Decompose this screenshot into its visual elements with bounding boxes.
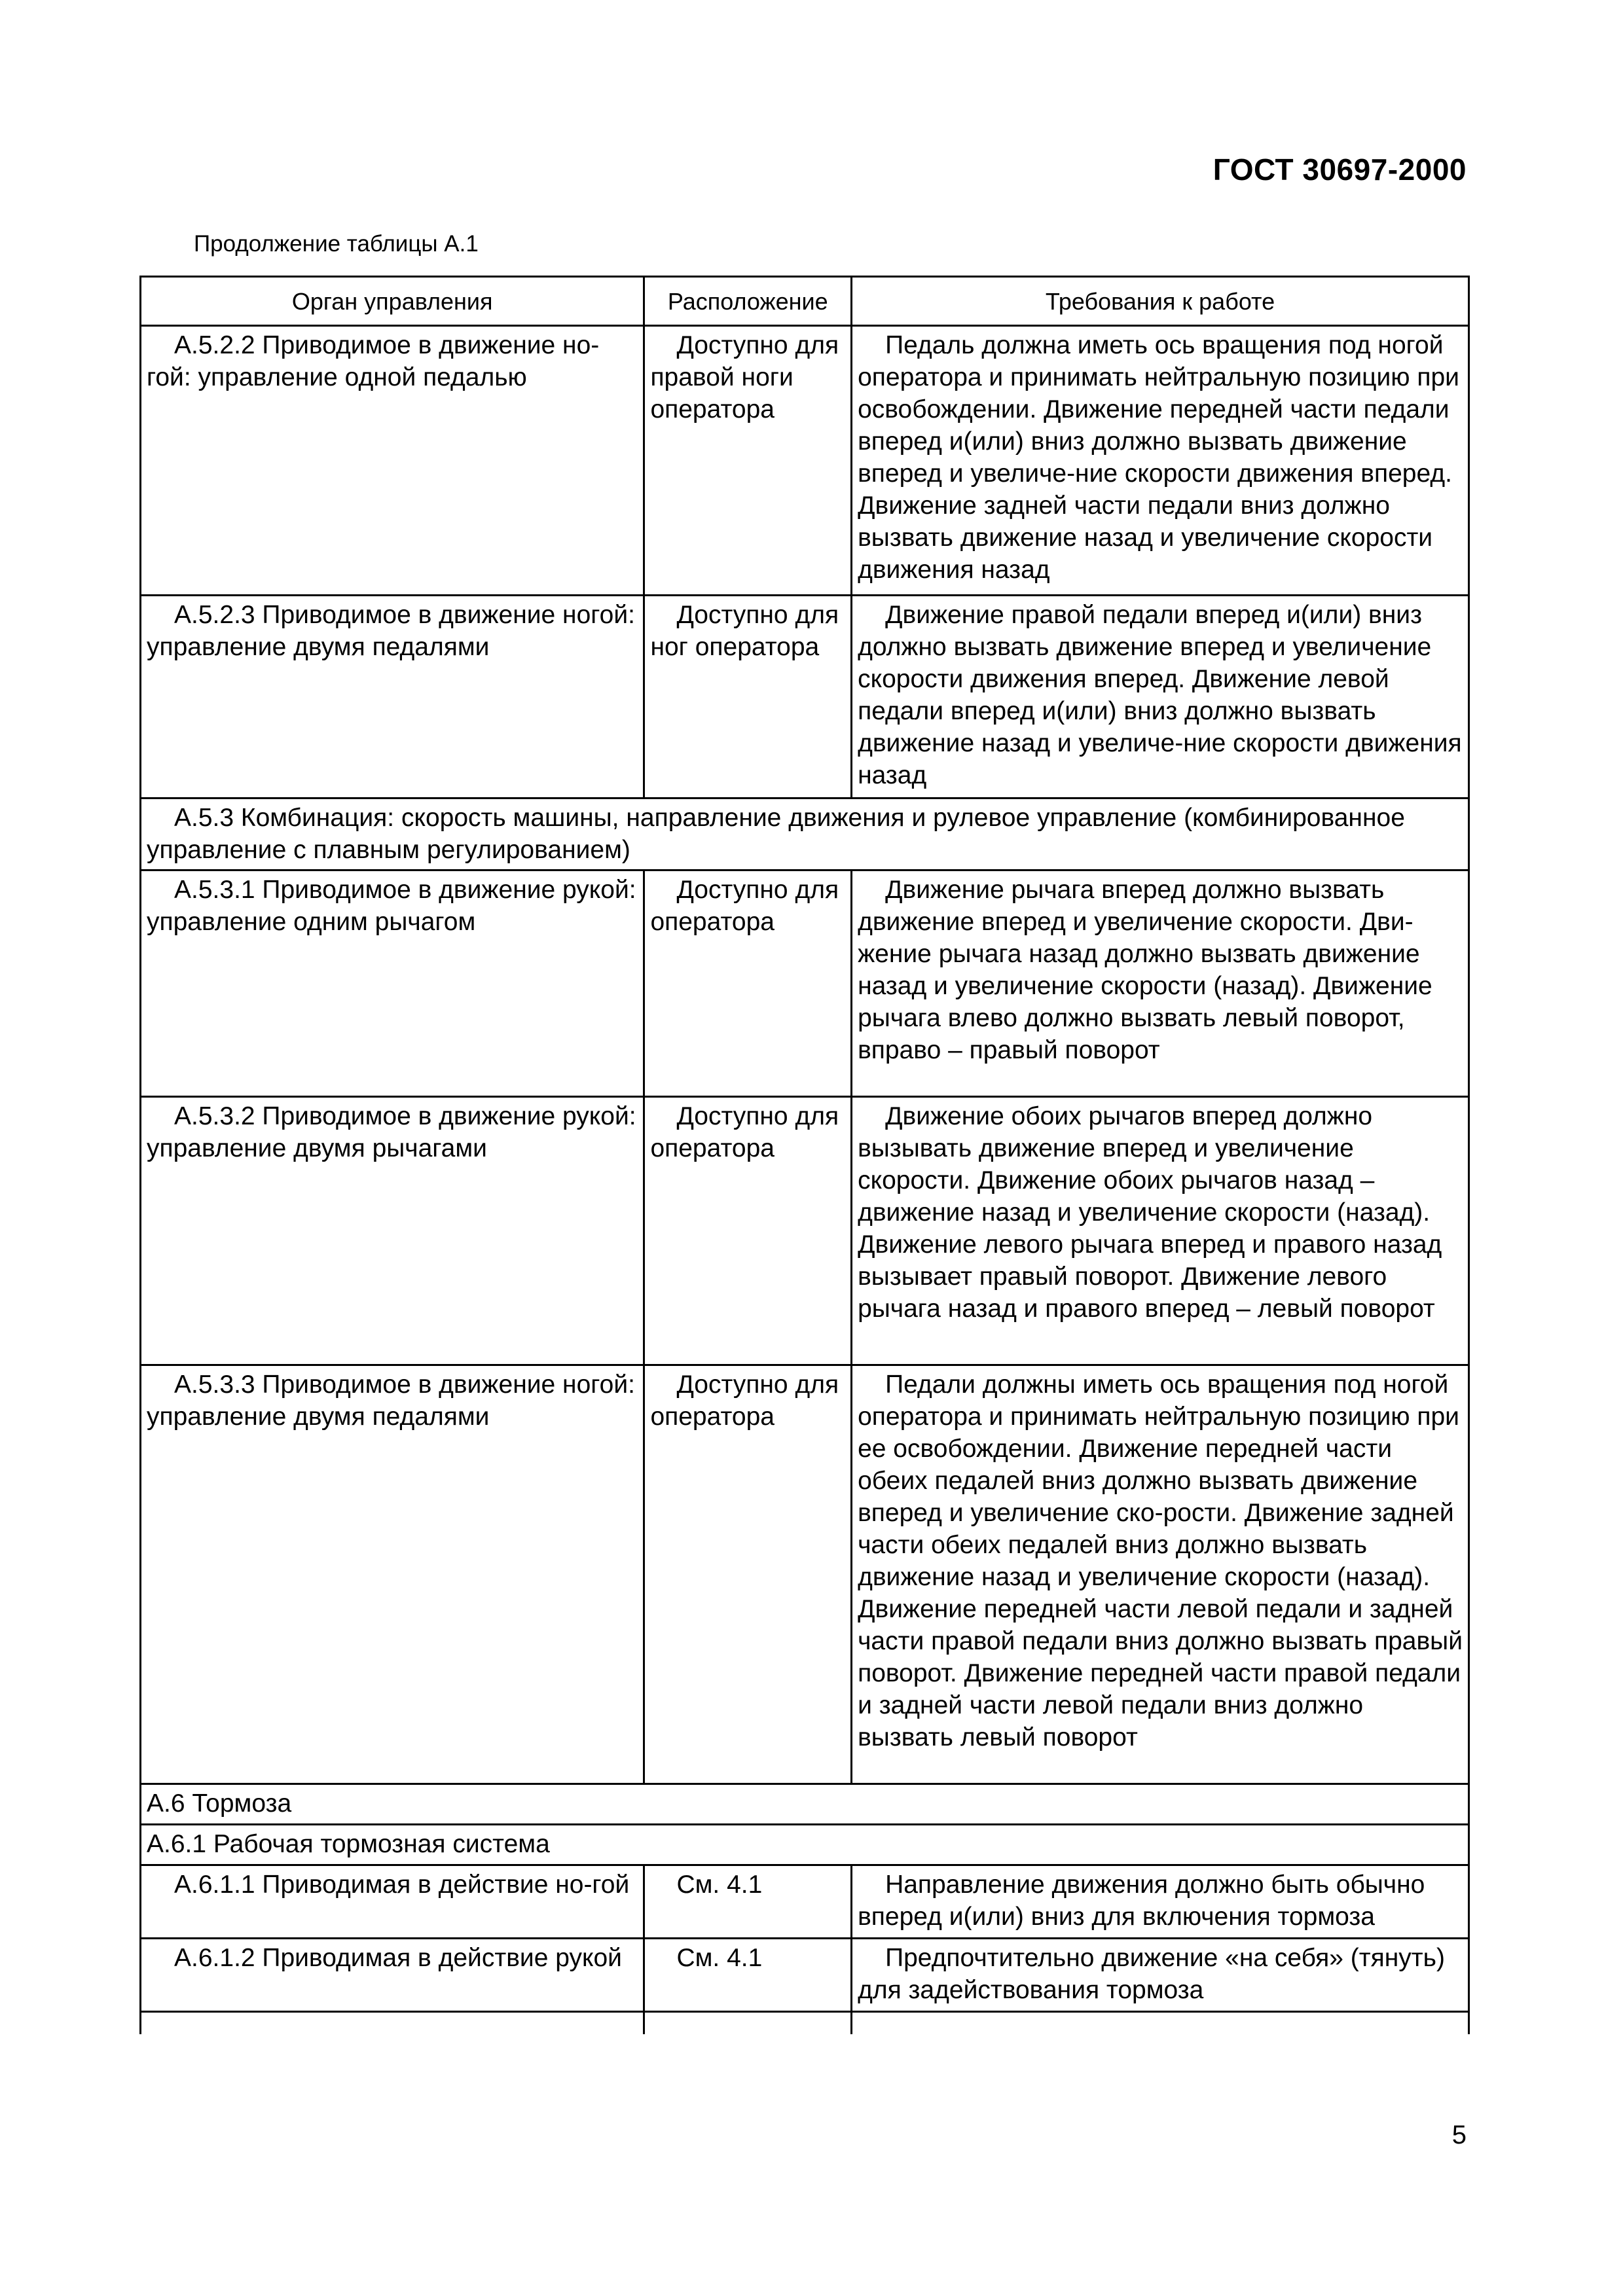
cell-requirements: Предпочтительно движение «на себя» (тянуть) для задействования тормоза — [852, 1939, 1469, 2012]
section-cell: А.6.1 Рабочая тормозная система — [141, 1825, 1469, 1865]
standard-code: ГОСТ 30697-2000 — [1213, 152, 1467, 187]
page-number: 5 — [1451, 2121, 1467, 2149]
cell-control: А.5.2.2 Приводимое в движение но-гой: управление одной педалью — [141, 326, 644, 596]
cell-empty — [852, 2012, 1469, 2034]
cell-requirements: Направление движения должно быть обычно вперед и(или) вниз для включения тормоза — [852, 1865, 1469, 1939]
cell-control: А.6.1.1 Приводимая в действие но-гой — [141, 1865, 644, 1939]
table-row — [141, 596, 1469, 798]
table-caption: Продолжение таблицы А.1 — [194, 231, 479, 257]
cell-control: А.5.2.3 Приводимое в движение ногой: управление двумя педалями — [141, 596, 644, 798]
cell-requirements: Педаль должна иметь ось вращения под ногой оператора и принимать нейтральную позицию при освобождении. Движение передней части педали вперед и(или) вниз должно вызвать движение вперед и увеличе-ние скорости движения вперед. Движение задней части педали вниз должно вызвать движение назад и увеличение скорости движения назад — [852, 326, 1469, 596]
table-row — [141, 870, 1469, 1097]
cell-empty — [644, 2012, 852, 2034]
cell-location: Доступно для оператора — [644, 1365, 852, 1784]
table-row — [141, 1865, 1469, 1939]
table-row — [141, 326, 1469, 596]
cell-requirements: Движение обоих рычагов вперед должно вызывать движение вперед и увеличение скорости. Движение обоих рычагов назад – движение назад и увеличение скорости (назад). Движение левого рычага вперед и правого назад вызывает правый поворот. Движение левого рычага назад и правого вперед – левый поворот — [852, 1097, 1469, 1365]
section-cell: А.5.3 Комбинация: скорость машины, направление движения и рулевое управление (комбинированное управление с плавным регулированием) — [141, 798, 1469, 870]
column-header-location: Расположение — [644, 277, 852, 326]
cell-control: А.5.3.3 Приводимое в движение ногой: управление двумя педалями — [141, 1365, 644, 1784]
cell-location: См. 4.1 — [644, 1865, 852, 1939]
table-row — [141, 1365, 1469, 1784]
column-header-requirements: Требования к работе — [852, 277, 1469, 326]
controls-table — [139, 276, 1470, 2034]
cell-control: А.6.1.2 Приводимая в действие рукой — [141, 1939, 644, 2012]
section-row — [141, 798, 1469, 870]
cell-location: Доступно для оператора — [644, 870, 852, 1097]
table-row-continuation — [141, 2012, 1469, 2034]
cell-location: Доступно для оператора — [644, 1097, 852, 1365]
cell-requirements: Педали должны иметь ось вращения под ногой оператора и принимать нейтральную позицию при ее освобождении. Движение передней части обеих педалей вниз должно вызвать движение вперед и увеличение ско-рости. Движение задней части обеих педалей вниз должно вызвать движение назад и увеличение скорости (назад). Движение передней части левой педали и задней части правой педали вниз должно вызвать правый поворот. Движение передней части правой педали и задней части левой педали вниз должно вызвать левый поворот — [852, 1365, 1469, 1784]
cell-control: А.5.3.1 Приводимое в движение рукой: управление одним рычагом — [141, 870, 644, 1097]
section-row — [141, 1784, 1469, 1825]
cell-empty — [141, 2012, 644, 2034]
cell-requirements: Движение рычага вперед должно вызвать движение вперед и увеличение скорости. Дви-жение рычага назад должно вызвать движение назад и увеличение скорости (назад). Движение рычага влево должно вызвать левый поворот, вправо – правый поворот — [852, 870, 1469, 1097]
table-header-row — [141, 277, 1469, 326]
column-header-control: Орган управления — [141, 277, 644, 326]
cell-location: Доступно для правой ноги оператора — [644, 326, 852, 596]
section-cell: А.6 Тормоза — [141, 1784, 1469, 1825]
table-row — [141, 1939, 1469, 2012]
cell-control: А.5.3.2 Приводимое в движение рукой: управление двумя рычагами — [141, 1097, 644, 1365]
table-row — [141, 1097, 1469, 1365]
section-row — [141, 1825, 1469, 1865]
cell-requirements: Движение правой педали вперед и(или) вниз должно вызвать движение вперед и увеличение скорости движения вперед. Движение левой педали вперед и(или) вниз должно вызвать движение назад и увеличе-ние скорости движения назад — [852, 596, 1469, 798]
cell-location: Доступно для ног оператора — [644, 596, 852, 798]
cell-location: См. 4.1 — [644, 1939, 852, 2012]
